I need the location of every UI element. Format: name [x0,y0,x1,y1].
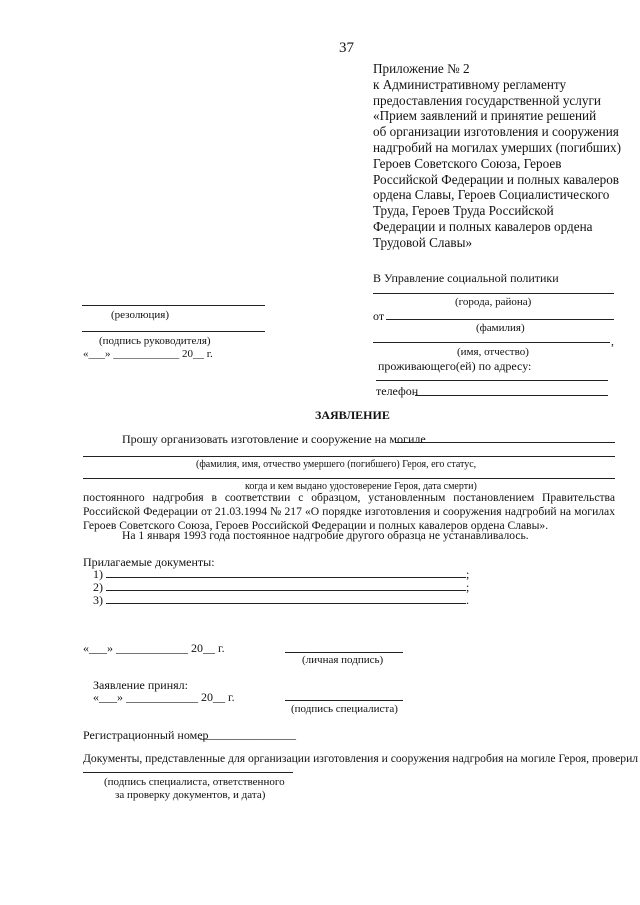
attachment-end: ; [466,567,470,581]
addressee: В Управление социальной политики [373,271,559,285]
grave-line[interactable] [395,442,615,443]
accepted-label: Заявление принял: [93,678,188,692]
verification-hint-line2: за проверку документов, и дата) [115,789,266,801]
appendix-line: об организации изготовления и сооружения [373,124,619,140]
applicant-date: «___» ____________ 20__ г. [83,641,225,655]
deceased-hint: (фамилия, имя, отчество умершего (погибшего) Героя, его статус, [196,459,477,470]
residing-label: проживающего(ей) по адресу: [378,359,532,373]
certificate-line[interactable] [83,478,615,479]
request-text: Прошу организовать изготовление и сооружение на могиле [122,432,426,446]
name-hint: (имя, отчество) [457,346,529,358]
city-line[interactable] [373,293,614,294]
appendix-line: Героев Советского Союза, Героев [373,155,562,171]
verification-text: Документы, представленные для организации изготовления и сооружения надгробия на могиле Героя, проверил [83,752,639,765]
resolution-line[interactable] [82,305,265,306]
surname-hint: (фамилия) [476,322,525,334]
attachment-line[interactable] [106,603,466,604]
specialist-signature-hint: (подпись специалиста) [291,703,398,715]
attachment-number: 3) [93,593,103,607]
head-signature-line[interactable] [82,331,265,332]
head-signature-hint: (подпись руководителя) [99,335,211,347]
appendix-line: надгробий на могилах умерших (погибших) [373,139,622,155]
phone-label: телефон [376,384,419,398]
verification-signature-line[interactable] [83,772,293,773]
attachment-end: ; [466,580,470,594]
resolution-hint: (резолюция) [111,309,170,321]
statement-paragraph: постоянного надгробия в соответствии с образцом, установленным постановлением Правительства Российской Федерации от 21.03.1994 № 217 «О порядке изготовления и сооружения надгробий на могилах Героев Советского Союза, Героев Российской Федерации и полных кавалеров ордена Славы». [83,491,615,532]
applicant-signature-hint: (личная подпись) [302,654,384,666]
appendix-line: Российской Федерации и полных кавалеров [373,171,620,187]
appendix-line: к Административному регламенту [373,76,567,92]
attachment-line[interactable] [106,577,466,578]
city-hint: (города, района) [455,296,532,308]
attachments-label: Прилагаемые документы: [83,555,215,569]
attachment-number: 1) [93,567,103,581]
surname-line[interactable] [386,319,614,320]
attachment-number: 2) [93,580,103,594]
attachment-end: . [466,593,469,607]
deceased-line[interactable] [83,456,615,457]
certificate-hint: когда и кем выдано удостоверение Героя, дата смерти) [245,481,477,492]
attachment-line[interactable] [106,590,466,591]
appendix-line: предоставления государственной услуги [373,92,601,108]
comma: , [611,334,614,348]
appendix-line: Труда, Героев Труда Российской [373,203,554,219]
address-line[interactable] [376,380,608,381]
applicant-signature-line[interactable] [285,652,403,653]
appendix-line: «Прием заявлений и принятие решений [373,108,597,124]
appendix-line: Трудовой Славы» [373,234,473,250]
statement-title: ЗАЯВЛЕНИЕ [315,408,390,422]
from-label: от [373,309,385,323]
verification-hint-line1: (подпись специалиста, ответственного [104,776,285,788]
appendix-line: ордена Славы, Героев Социалистического [373,187,610,203]
appendix-header [373,61,621,251]
resolution-date: «___» ____________ 20__ г. [83,348,213,360]
appendix-line: Приложение № 2 [373,61,470,76]
registration-number-field[interactable]: ________________ [200,727,296,741]
appendix-line: Федерации и полных кавалеров ордена [373,218,593,234]
specialist-signature-line[interactable] [285,700,403,701]
registration-label: Регистрационный номер [83,728,209,742]
accepted-date: «___» ____________ 20__ г. [93,690,235,704]
page-number: 37 [339,40,354,56]
name-line[interactable] [373,342,610,343]
phone-line[interactable] [415,395,608,396]
statement-note: На 1 января 1993 года постоянное надгробие другого образца не устанавливалось. [122,529,529,542]
